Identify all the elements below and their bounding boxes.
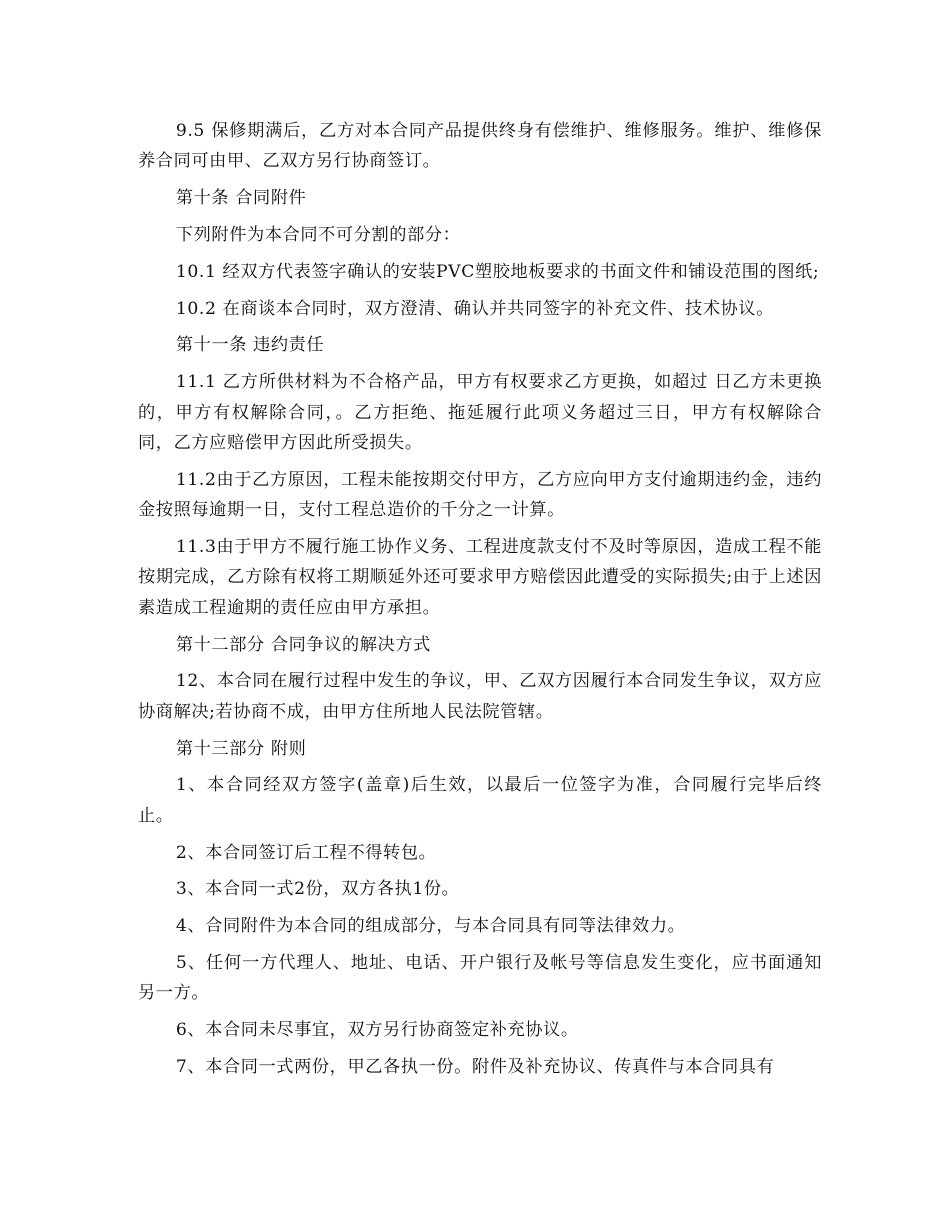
clause-11-3: 11.3由于甲方不履行施工协作义务、工程进度款支付不及时等原因，造成工程不能按期完成，乙方除有权将工期顺延外还可要求甲方赔偿因此遭受的实际损失;由于上述因素造成工程逾期的责任应由甲方承担。 [138,537,822,618]
clause-10-1: 10.1 经双方代表签字确认的安装PVC塑胶地板要求的书面文件和铺设范围的图纸; [175,261,820,282]
supplementary-clause-6: 6、本合同未尽事宜，双方另行协商签定补充协议。 [175,1020,579,1041]
clause-12: 12、本合同在履行过程中发生的争议，甲、乙双方因履行本合同发生争议，双方应协商解决;若协商不成，由甲方住所地人民法院管辖。 [138,671,822,722]
supplementary-clause-7: 7、本合同一式两份，甲乙各执一份。附件及补充协议、传真件与本合同具有 [175,1057,775,1077]
clause-10-2: 10.2 在商谈本合同时，双方澄清、确认并共同签字的补充文件、技术协议。 [175,298,774,319]
section-heading-article-11: 第十一条 违约责任 [175,335,325,356]
section-heading-part-13: 第十三部分 附则 [175,738,307,759]
section-heading-part-12: 第十二部分 合同争议的解决方式 [175,634,431,655]
clause-11-2: 11.2由于乙方原因，工程未能按期交付甲方，乙方应向甲方支付逾期违约金，违约金按照每逾期一日，支付工程总造价的千分之一计算。 [138,469,822,521]
supplementary-clause-1: 1、本合同经双方签字(盖章)后生效，以最后一位签字为准，合同履行完毕后终止。 [138,775,822,826]
supplementary-clause-4: 4、合同附件为本合同的组成部分，与本合同具有同等法律效力。 [175,916,686,937]
supplementary-clause-5: 5、任何一方代理人、地址、电话、开户银行及帐号等信息发生变化，应书面通知另一方。 [138,953,822,1004]
supplementary-clause-3: 3、本合同一式2份，双方各执1份。 [175,879,460,900]
supplementary-clause-2: 2、本合同签订后工程不得转包。 [175,842,437,863]
document-body [138,116,822,1089]
section-heading-article-10: 第十条 合同附件 [175,188,307,209]
clause-11-1: 11.1 乙方所供材料为不合格产品，甲方有权要求乙方更换，如超过 日乙方未更换的，甲方有权解除合同，。乙方拒绝、拖延履行此项义务超过三日，甲方有权解除合同，乙方应赔偿甲方因此所受损失。 [138,372,822,453]
attachments-intro: 下列附件为本合同不可分割的部分： [175,225,461,245]
clause-9-5: 9.5 保修期满后，乙方对本合同产品提供终身有偿维护、维修服务。维护、维修保养合同可由甲、乙双方另行协商签订。 [138,121,822,172]
